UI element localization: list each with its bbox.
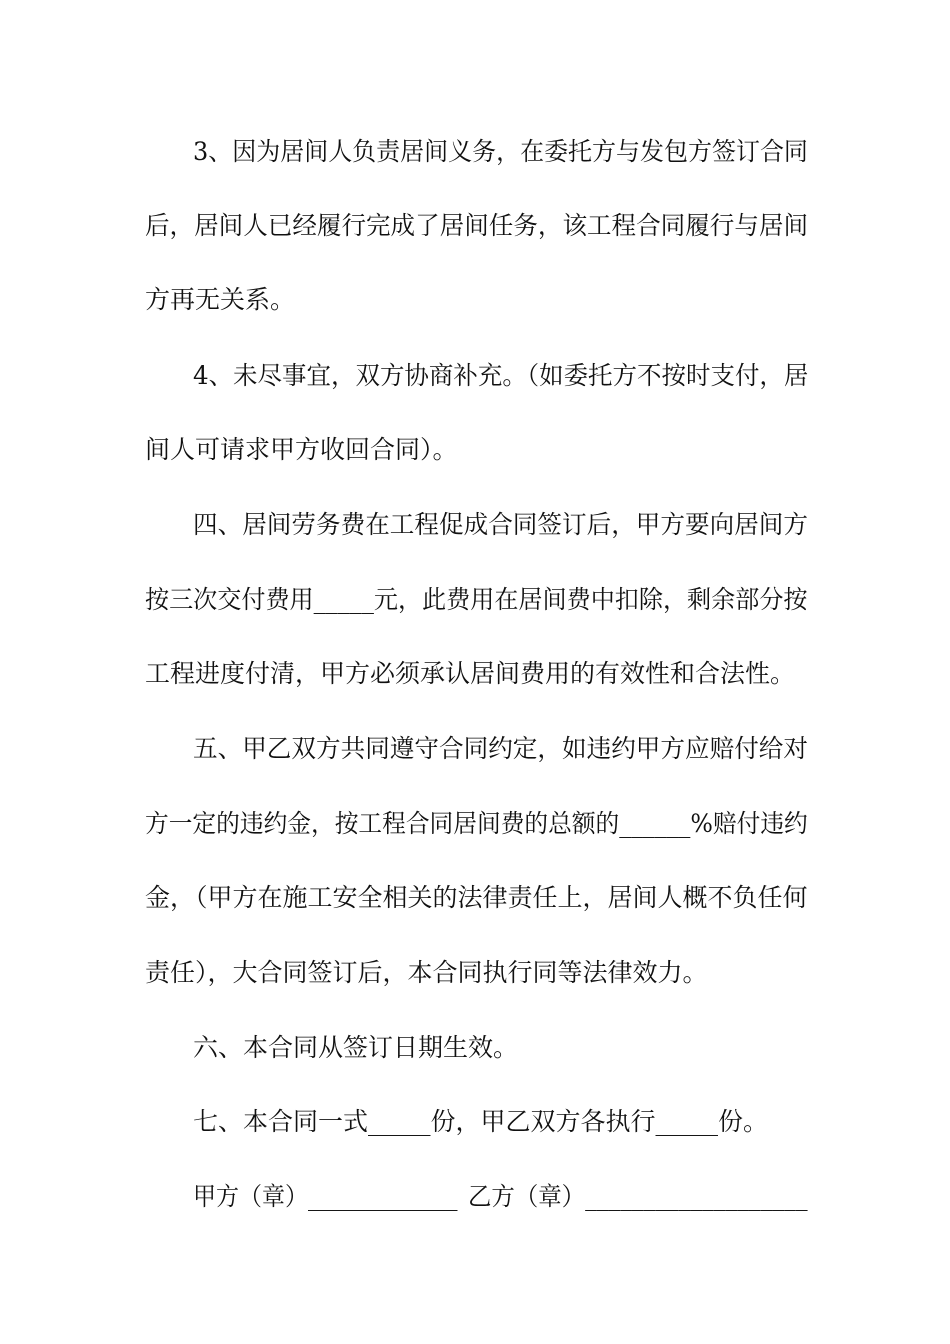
paragraph-line xyxy=(0,804,950,844)
paragraph-line xyxy=(0,280,950,320)
paragraph-line xyxy=(0,878,950,918)
line-text: 五、甲乙双方共同遵守合同约定，如违约甲方应赔付给对 xyxy=(193,734,809,763)
paragraph-line xyxy=(0,1028,950,1068)
line-text: 按三次交付费用_____元，此费用在居间费中扣除，剩余部分按 xyxy=(145,585,808,614)
line-text: 方再无关系。 xyxy=(145,285,296,314)
paragraph-line xyxy=(0,356,950,396)
paragraph-line xyxy=(0,430,950,470)
line-text: 3、因为居间人负责居间义务，在委托方与发包方签订合同 xyxy=(193,137,808,166)
line-text: 4、未尽事宜，双方协商补充。（如委托方不按时支付，居 xyxy=(193,361,809,390)
line-text: 金，（甲方在施工安全相关的法律责任上，居间人概不负任何 xyxy=(145,883,808,912)
line-text: 方一定的违约金，按工程合同居间费的总额的______%赔付违约 xyxy=(145,809,808,838)
paragraph-line xyxy=(0,505,950,545)
party-a-seal: 甲方（章）_____________ xyxy=(193,1182,458,1211)
line-text: 七、本合同一式_____份，甲乙双方各执行_____份。 xyxy=(193,1107,769,1136)
line-text: 四、居间劳务费在工程促成合同签订后，甲方要向居间方 xyxy=(193,510,809,539)
paragraph-line xyxy=(0,206,950,246)
paragraph-line xyxy=(0,1102,950,1142)
line-text: 间人可请求甲方收回合同）。 xyxy=(145,435,458,464)
paragraph-line xyxy=(0,580,950,620)
line-text: 后，居间人已经履行完成了居间任务，该工程合同履行与居间 xyxy=(145,211,809,240)
paragraph-line xyxy=(0,953,950,993)
party-b-seal: 乙方（章）___________________ xyxy=(468,1182,808,1211)
paragraph-line xyxy=(0,132,950,172)
paragraph-line xyxy=(0,654,950,694)
line-text: 六、本合同从签订日期生效。 xyxy=(193,1033,519,1062)
paragraph-line xyxy=(0,729,950,769)
signature-line xyxy=(0,1177,950,1217)
line-text: 责任），大合同签订后，本合同执行同等法律效力。 xyxy=(145,958,708,987)
line-text: 工程进度付清，甲方必须承认居间费用的有效性和合法性。 xyxy=(145,659,796,688)
